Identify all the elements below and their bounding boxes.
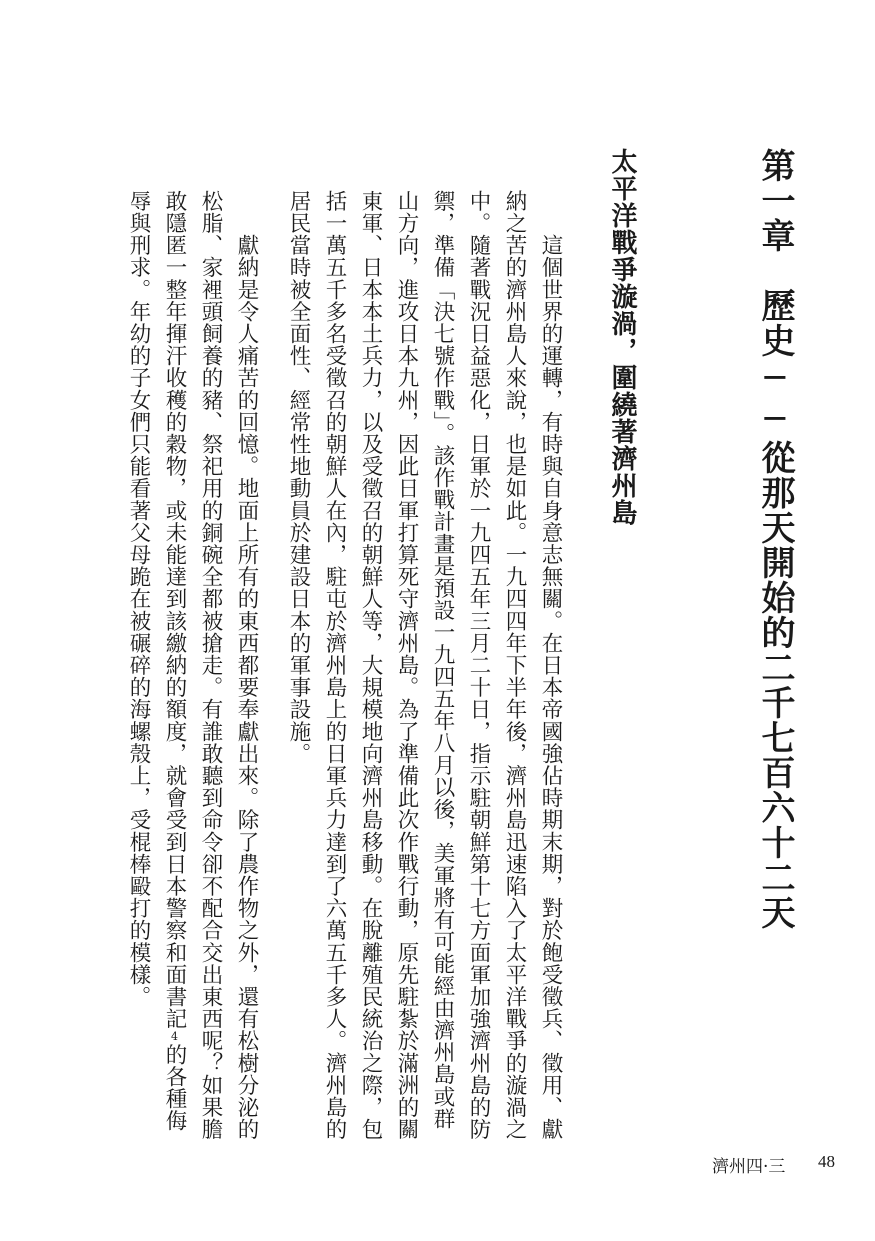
body-line: 括一萬五千多名受徵召的朝鮮人在內，駐屯於濟州島上的日軍兵力達到了六萬五千多人。濟州島的	[322, 190, 347, 1141]
chapter-title: 第一章 歷史──從那天開始的二千七百六十二天	[755, 148, 795, 930]
body-line: 獻納是令人痛苦的回憶。地面上所有的東西都要奉獻出來。除了農作物之外，還有松樹分泌的	[234, 190, 259, 1141]
body-line	[160, 190, 188, 1132]
body-line: 東軍、日本本土兵力，以及受徵召的朝鮮人等，大規模地向濟州島移動。在脫離殖民統治之際，包	[358, 190, 383, 1141]
body-line-text: 的各種侮	[162, 1043, 187, 1132]
body-line: 納之苦的濟州島人來說，也是如此。一九四四年下半年後，濟州島迅速陷入了太平洋戰爭的漩渦之	[502, 190, 527, 1141]
body-line: 居民當時被全面性、經常性地動員於建設日本的軍事設施。	[286, 190, 311, 765]
body-line: 這個世界的運轉，有時與自身意志無關。在日本帝國強佔時期末期，對於飽受徵兵、徵用、獻	[538, 190, 563, 1141]
body-line: 禦，準備「決七號作戰」。該作戰計畫是預設一九四五年八月以後，美軍將有可能經由濟州島或群	[430, 190, 455, 1130]
page-number: 48	[818, 1152, 835, 1171]
body-line-text: 敢隱匿一整年揮汗收穫的穀物，或未能達到該繳納的額度，就會受到日本警察和面書記	[162, 190, 187, 1030]
body-line: 中。隨著戰況日益惡化，日軍於一九四五年三月二十日，指示駐朝鮮第十七方面軍加強濟州島的防	[466, 190, 491, 1141]
running-footer-title: 濟州四·三	[712, 1157, 786, 1177]
body-line: 松脂、家裡頭飼養的豬、祭祀用的銅碗全都被搶走。有誰敢聽到命令卻不配合交出東西呢？如果膽	[198, 190, 223, 1141]
body-line: 山方向，進攻日本九州，因此日軍打算死守濟州島。為了準備此次作戰行動，原先駐紮於滿洲的關	[394, 190, 419, 1141]
footnote-marker: 4	[168, 1029, 181, 1044]
section-heading: 太平洋戰爭漩渦，圍繞著濟州島	[607, 148, 637, 526]
body-line: 辱與刑求。年幼的子女們只能看著父母跪在被碾碎的海螺殼上，受棍棒毆打的模樣。	[126, 190, 151, 1008]
